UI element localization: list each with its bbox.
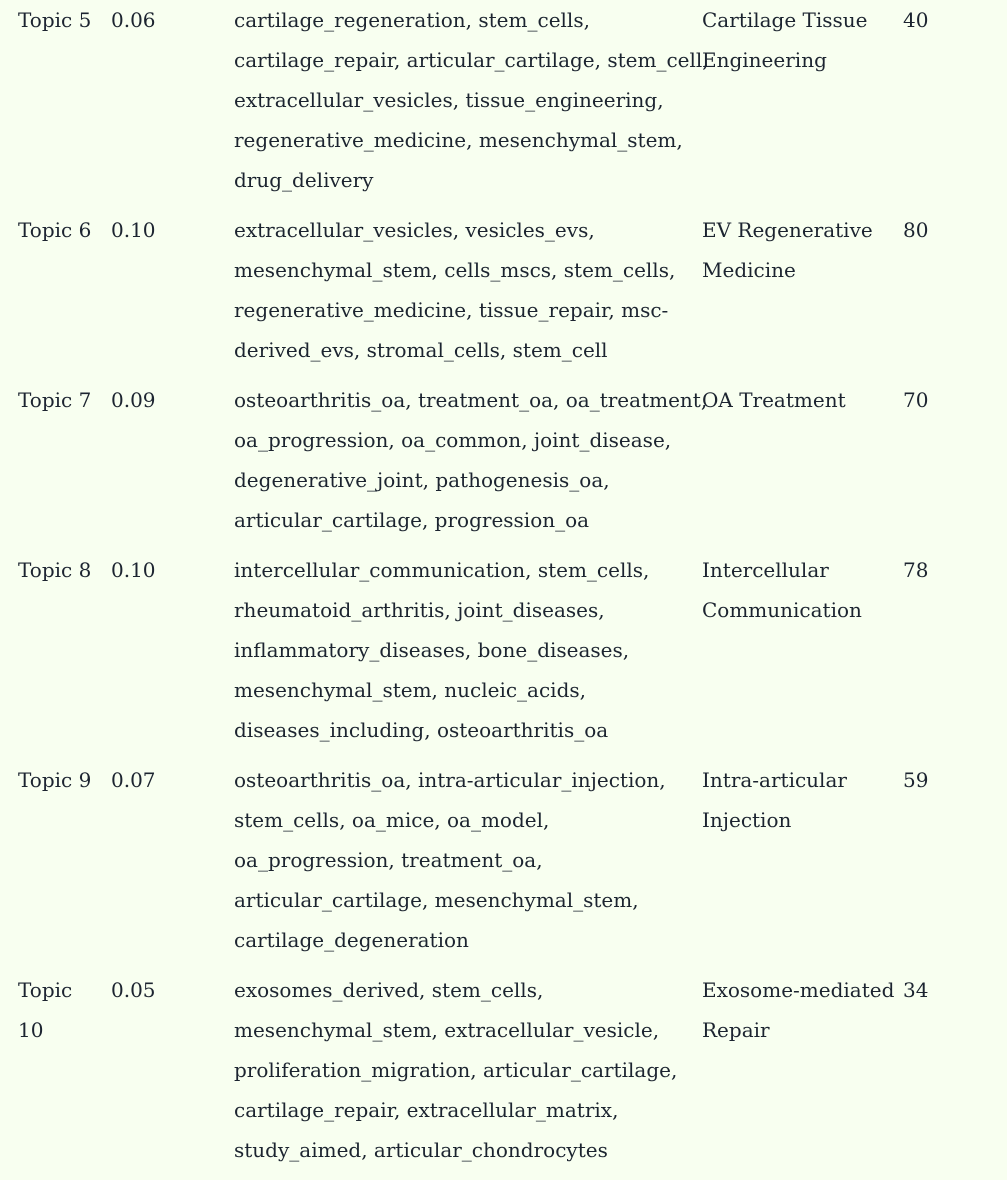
label-cell <box>702 0 898 80</box>
keyword-line: oa_progression, oa_common, joint_disease, <box>234 428 672 452</box>
keyword-line: osteoarthritis_oa, treatment_oa, oa_treatment, <box>234 388 708 412</box>
label-cell <box>702 210 898 290</box>
label-line: Engineering <box>702 48 827 72</box>
label-line: Exosome-mediated <box>702 978 895 1002</box>
keywords-cell <box>234 550 696 750</box>
keyword-line: stem_cells, oa_mice, oa_model, <box>234 808 550 832</box>
weight-cell: 0.06 <box>111 8 156 32</box>
keyword-line: exosomes_derived, stem_cells, <box>234 978 544 1002</box>
table-row <box>0 0 1007 210</box>
table-row <box>0 380 1007 550</box>
count-cell: 34 <box>903 978 929 1002</box>
table-row <box>0 970 1007 1180</box>
weight-cell: 0.05 <box>111 978 156 1002</box>
topic-cell: Topic 7 <box>18 388 92 412</box>
weight-cell: 0.07 <box>111 768 156 792</box>
count-cell: 78 <box>903 558 929 582</box>
weight-cell: 0.09 <box>111 388 156 412</box>
label-line: EV Regenerative <box>702 218 873 242</box>
keyword-line: cartilage_degeneration <box>234 928 469 952</box>
label-line: Communication <box>702 598 862 622</box>
topic-line: 10 <box>18 1018 44 1042</box>
weight-cell: 0.10 <box>111 558 156 582</box>
weight-cell: 0.10 <box>111 218 156 242</box>
keyword-line: mesenchymal_stem, extracellular_vesicle, <box>234 1018 660 1042</box>
label-cell <box>702 760 898 840</box>
keyword-line: regenerative_medicine, mesenchymal_stem, <box>234 128 683 152</box>
label-cell <box>702 550 898 630</box>
topic-cell: Topic 6 <box>18 218 92 242</box>
label-line: OA Treatment <box>702 388 846 412</box>
topic-cell: Topic 9 <box>18 768 92 792</box>
keywords-cell <box>234 210 696 370</box>
label-line: Repair <box>702 1018 770 1042</box>
keyword-line: derived_evs, stromal_cells, stem_cell <box>234 338 608 362</box>
keyword-line: regenerative_medicine, tissue_repair, msc- <box>234 298 669 322</box>
table-row <box>0 760 1007 970</box>
keyword-line: study_aimed, articular_chondrocytes <box>234 1138 608 1162</box>
label-line: Injection <box>702 808 792 832</box>
label-line: Cartilage Tissue <box>702 8 868 32</box>
label-cell <box>702 970 898 1050</box>
keyword-line: cartilage_repair, extracellular_matrix, <box>234 1098 619 1122</box>
count-cell: 70 <box>903 388 929 412</box>
count-cell: 80 <box>903 218 929 242</box>
keyword-line: drug_delivery <box>234 168 374 192</box>
keyword-line: oa_progression, treatment_oa, <box>234 848 543 872</box>
keyword-line: proliferation_migration, articular_cartilage, <box>234 1058 678 1082</box>
keyword-line: mesenchymal_stem, cells_mscs, stem_cells, <box>234 258 676 282</box>
keyword-line: cartilage_repair, articular_cartilage, stem_cell, <box>234 48 709 72</box>
keywords-cell <box>234 760 696 960</box>
label-line: Intercellular <box>702 558 829 582</box>
keyword-line: osteoarthritis_oa, intra-articular_injection, <box>234 768 666 792</box>
keyword-line: articular_cartilage, progression_oa <box>234 508 590 532</box>
keyword-line: cartilage_regeneration, stem_cells, <box>234 8 590 32</box>
keyword-line: extracellular_vesicles, vesicles_evs, <box>234 218 595 242</box>
label-line: Medicine <box>702 258 796 282</box>
topic-line: Topic <box>18 978 73 1002</box>
topic-cell: Topic 8 <box>18 558 92 582</box>
label-line: Intra-articular <box>702 768 847 792</box>
keyword-line: articular_cartilage, mesenchymal_stem, <box>234 888 639 912</box>
keyword-line: mesenchymal_stem, nucleic_acids, <box>234 678 587 702</box>
count-cell: 59 <box>903 768 929 792</box>
count-cell: 40 <box>903 8 929 32</box>
keyword-line: extracellular_vesicles, tissue_engineering, <box>234 88 664 112</box>
keyword-line: rheumatoid_arthritis, joint_diseases, <box>234 598 605 622</box>
keyword-line: intercellular_communication, stem_cells, <box>234 558 650 582</box>
table-row <box>0 210 1007 380</box>
keyword-line: diseases_including, osteoarthritis_oa <box>234 718 609 742</box>
label-cell <box>702 380 898 420</box>
keywords-cell <box>234 380 708 540</box>
topic-cell <box>18 970 104 1050</box>
table-row <box>0 550 1007 760</box>
keyword-line: degenerative_joint, pathogenesis_oa, <box>234 468 610 492</box>
keyword-line: inflammatory_diseases, bone_diseases, <box>234 638 630 662</box>
keywords-cell <box>234 0 709 200</box>
topic-cell: Topic 5 <box>18 8 92 32</box>
keywords-cell <box>234 970 696 1170</box>
